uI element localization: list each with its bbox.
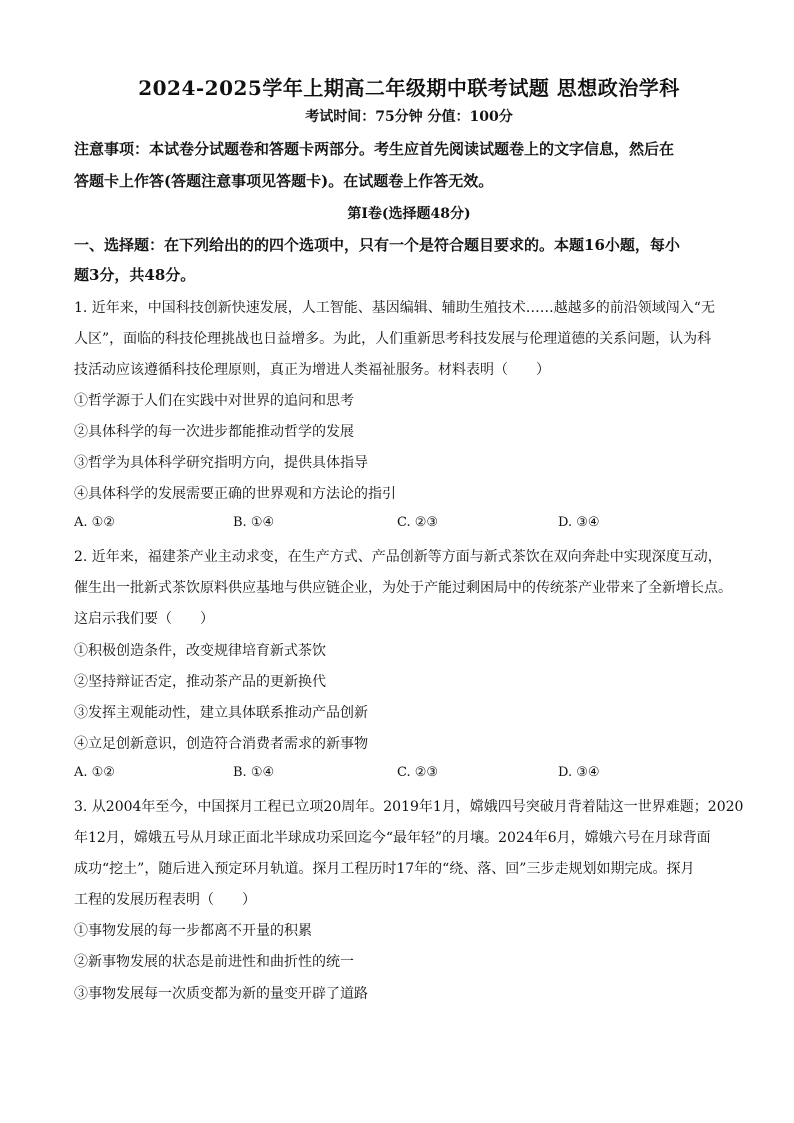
q3-statement-1: ①事物发展的每一步都离不开量的积累 [74, 923, 312, 939]
q1-statement-3: ③哲学为具体科学研究指明方向，提供具体指导 [74, 455, 368, 471]
q2-option-d: D. ③④ [558, 765, 600, 780]
section-heading: 第Ⅰ卷(选择题48分) [347, 206, 471, 222]
q1-option-c: C. ②③ [397, 515, 439, 530]
q2-option-b: B. ①④ [233, 765, 275, 780]
q2-stem-line-2: 催生出一批新式茶饮原料供应基地与供应链企业，为处于产能过剩困局中的传统茶产业带来了全新增长点。 [74, 580, 732, 596]
q2-option-a: A. ①② [74, 765, 115, 780]
q1-statement-2: ②具体科学的每一次进步都能推动哲学的发展 [74, 424, 354, 440]
q3-stem-line-4: 工程的发展历程表明（ ） [74, 892, 256, 908]
q1-stem-line-3: 技活动应该遵循科技伦理原则，真正为增进人类福祉服务。材料表明（ ） [74, 362, 550, 378]
q1-stem-line-1: 1. 近年来，中国科技创新快速发展，人工智能、基因编辑、辅助生殖技术……越越多的前沿领域闯入“无 [74, 300, 715, 316]
q2-statement-2: ②坚持辩证否定，推动茶产品的更新换代 [74, 674, 326, 690]
q3-stem-line-2: 年12月，嫦娥五号从月球正面北半球成功采回迄今“最年轻”的月壤。2024年6月，嫦娥六号在月球背面 [74, 830, 711, 846]
q1-statement-1: ①哲学源于人们在实践中对世界的追问和思考 [74, 393, 354, 409]
q3-statement-2: ②新事物发展的状态是前进性和曲折性的统一 [74, 954, 354, 970]
q1-statement-4: ④具体科学的发展需要正确的世界观和方法论的指引 [74, 486, 396, 502]
q2-statement-3: ③发挥主观能动性，建立具体联系推动产品创新 [74, 705, 368, 721]
notice-line-2: 答题卡上作答(答题注意事项见答题卡)。在试题卷上作答无效。 [74, 172, 494, 190]
q1-stem-line-2: 人区”，面临的科技伦理挑战也日益增多。为此，人们重新思考科技发展与伦理道德的关系问题，认为科 [74, 331, 712, 347]
section-instruction-line-1: 一、选择题：在下列给出的的四个选项中，只有一个是符合题目要求的。本题16小题，每小 [74, 236, 680, 254]
q2-stem-line-3: 这启示我们要（ ） [74, 611, 214, 627]
page-title: 2024-2025学年上期高二年级期中联考试题 思想政治学科 [138, 76, 680, 100]
notice-line-1: 注意事项：本试卷分试题卷和答题卡两部分。考生应首先阅读试题卷上的文字信息，然后在 [74, 140, 675, 158]
q3-stem-line-1: 3. 从2004年至今，中国探月工程已立项20周年。2019年1月，嫦娥四号突破月背着陆这一世界难题；2020 [74, 799, 744, 815]
q1-option-d: D. ③④ [558, 515, 600, 530]
q2-statement-1: ①积极创造条件，改变规律培育新式茶饮 [74, 643, 326, 659]
section-instruction-line-2: 题3分，共48分。 [74, 266, 196, 284]
q3-stem-line-3: 成功“挖土”，随后进入预定环月轨道。探月工程历时17年的“绕、落、回”三步走规划如期完成。探月 [74, 861, 695, 877]
exam-time-score: 考试时间：75分钟 分值：100分 [305, 109, 513, 125]
q2-statement-4: ④立足创新意识，创造符合消费者需求的新事物 [74, 736, 368, 752]
q2-stem-line-1: 2. 近年来，福建茶产业主动求变，在生产方式、产品创新等方面与新式茶饮在双向奔赴中实现深度互动， [74, 549, 722, 565]
q1-option-a: A. ①② [74, 515, 115, 530]
q3-statement-3: ③事物发展每一次质变都为新的量变开辟了道路 [74, 986, 368, 1002]
q1-option-b: B. ①④ [233, 515, 275, 530]
q2-option-c: C. ②③ [397, 765, 439, 780]
